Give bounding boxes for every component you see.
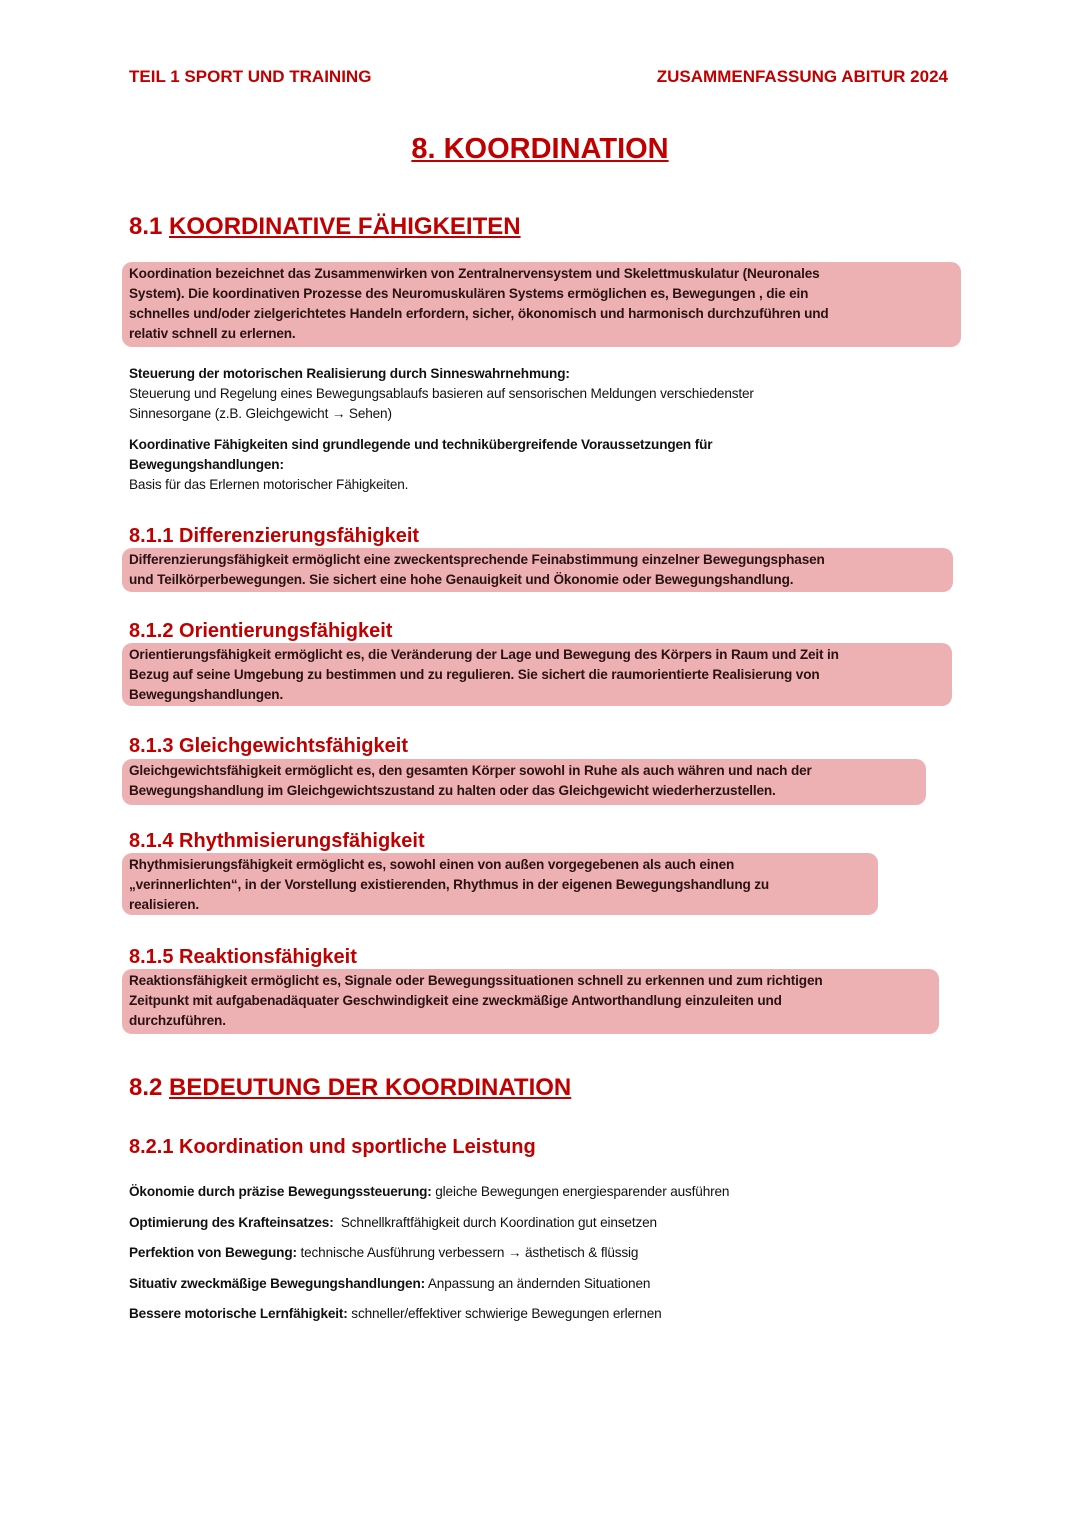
- point-term: Ökonomie durch präzise Bewegungssteuerung:: [129, 1184, 432, 1199]
- text-line: und Teilkörperbewegungen. Sie sichert eine hohe Genauigkeit und Ökonomie oder Bewegungshandlung.: [129, 572, 794, 587]
- text-line: Basis für das Erlernen motorischer Fähigkeiten.: [129, 477, 409, 492]
- list-item: [129, 1274, 729, 1294]
- point-term: Optimierung des Krafteinsatzes:: [129, 1214, 334, 1230]
- text-line: Sinnesorgane (z.B. Gleichgewicht → Sehen): [129, 406, 392, 421]
- point-text: Anpassung an ändernden Situationen: [424, 1275, 651, 1291]
- text-line: durchzuführen.: [129, 1013, 226, 1028]
- section-title: BEDEUTUNG DER KOORDINATION: [169, 1074, 572, 1101]
- point-text: Schnellkraftfähigkeit durch Koordination gut einsetzen: [333, 1214, 657, 1230]
- point-text: schneller/effektiver schwierige Bewegungen erlernen: [347, 1306, 662, 1321]
- header-left: TEIL 1 SPORT UND TRAINING: [129, 67, 372, 86]
- section-8-2-heading: [129, 1073, 571, 1103]
- text-line: Differenzierungsfähigkeit ermöglicht eine zweckentsprechende Feinabstimmung einzelner Bewegungsphasen: [129, 552, 825, 567]
- point-term: Perfektion von Bewegung:: [129, 1245, 297, 1260]
- ability-heading: 8.1.2 Orientierungsfähigkeit: [129, 620, 393, 642]
- section-8-2-1-heading: 8.2.1 Koordination und sportliche Leistung: [129, 1136, 536, 1158]
- koordinativ-heading: Bewegungshandlungen:: [129, 457, 284, 472]
- section-number: 8.1: [129, 213, 170, 240]
- text-line: Koordination bezeichnet das Zusammenwirken von Zentralnervensystem und Skelettmuskulatur (Neuronales: [129, 266, 820, 281]
- ability-box: [122, 969, 939, 1034]
- list-item: [129, 1243, 729, 1263]
- text-line: System). Die koordinativen Prozesse des Neuromuskulären Systems ermöglichen es, Bewegungen , die ein: [129, 286, 809, 301]
- point-term: Bessere motorische Lernfähigkeit:: [129, 1306, 348, 1321]
- section-8-1-heading: [129, 212, 521, 242]
- text-line: Bewegungshandlungen.: [129, 687, 284, 702]
- text-line: Gleichgewichtsfähigkeit ermöglicht es, den gesamten Körper sowohl in Ruhe als auch währen und nach der: [129, 763, 812, 778]
- point-text: technische Ausführung verbessern → ästhetisch & flüssig: [296, 1245, 639, 1260]
- section-title: KOORDINATIVE FÄHIGKEITEN: [169, 213, 521, 240]
- point-text: gleiche Bewegungen energiesparender ausführen: [431, 1184, 730, 1199]
- text-line: realisieren.: [129, 897, 199, 912]
- text-line: Rhythmisierungsfähigkeit ermöglicht es, sowohl einen von außen vorgegebenen als auch einen: [129, 857, 735, 872]
- list-item: [129, 1304, 729, 1324]
- steuerung-block: [129, 364, 754, 424]
- list-item: [129, 1213, 729, 1233]
- ability-box: [122, 643, 952, 706]
- header-right: ZUSAMMENFASSUNG ABITUR 2024: [656, 67, 948, 86]
- ability-heading: 8.1.4 Rhythmisierungsfähigkeit: [129, 830, 425, 852]
- text-line: „verinnerlichten“, in der Vorstellung existierenden, Rhythmus in der eigenen Bewegungshandlung zu: [129, 877, 770, 892]
- intro-box: [122, 262, 961, 347]
- ability-heading: 8.1.1 Differenzierungsfähigkeit: [129, 525, 420, 547]
- ability-box: [122, 853, 878, 915]
- text-line: Zeitpunkt mit aufgabenadäquater Geschwindigkeit eine zweckmäßige Antworthandlung einzuleiten und: [129, 993, 782, 1008]
- steuerung-heading: Steuerung der motorischen Realisierung durch Sinneswahrnehmung:: [129, 366, 570, 381]
- text-line: relativ schnell zu erlernen.: [129, 326, 296, 341]
- list-item: [129, 1182, 729, 1202]
- text-line: schnelles und/oder zielgerichtetes Handeln erfordern, sicher, ökonomisch und harmonisch durchzuführen und: [129, 306, 829, 321]
- koordinativ-heading: Koordinative Fähigkeiten sind grundlegende und technikübergreifende Voraussetzungen für: [129, 437, 713, 452]
- section-number: 8.2: [129, 1074, 170, 1101]
- ability-heading: 8.1.3 Gleichgewichtsfähigkeit: [129, 735, 408, 757]
- page-title: 8. KOORDINATION: [411, 133, 669, 165]
- points-list: [129, 1182, 729, 1324]
- text-line: Bewegungshandlung im Gleichgewichtszustand zu halten oder das Gleichgewicht wiederherzustellen.: [129, 783, 776, 798]
- text-line: Steuerung und Regelung eines Bewegungsablaufs basieren auf sensorischen Meldungen verschiedenster: [129, 386, 754, 401]
- ability-heading: 8.1.5 Reaktionsfähigkeit: [129, 946, 357, 968]
- point-term: Situativ zweckmäßige Bewegungshandlungen:: [129, 1275, 425, 1291]
- koordinativ-block: [129, 435, 712, 495]
- text-line: Orientierungsfähigkeit ermöglicht es, die Veränderung der Lage und Bewegung des Körpers in Raum und Zeit in: [129, 647, 839, 662]
- text-line: Bezug auf seine Umgebung zu bestimmen und zu regulieren. Sie sichert die raumorientierte Realisierung von: [129, 667, 820, 682]
- ability-box: [122, 548, 953, 592]
- ability-box: [122, 759, 926, 805]
- text-line: Reaktionsfähigkeit ermöglicht es, Signale oder Bewegungssituationen schnell zu erkennen und zum richtigen: [129, 973, 823, 988]
